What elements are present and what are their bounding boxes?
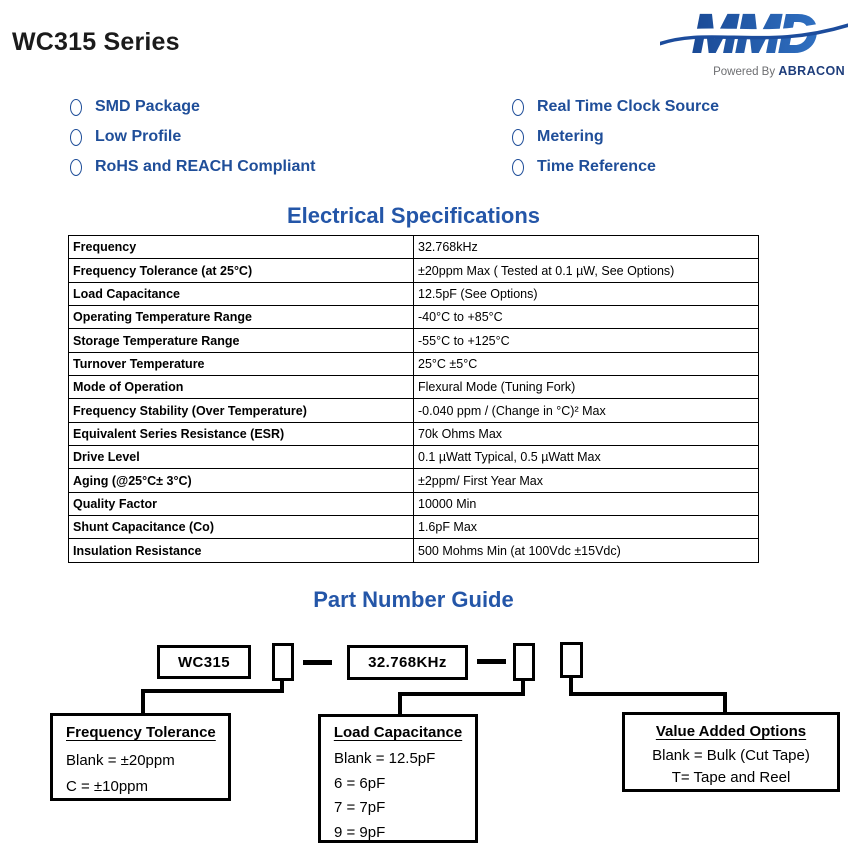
callout-title: Frequency Tolerance bbox=[66, 724, 216, 741]
spec-value: -40°C to +85°C bbox=[414, 306, 759, 329]
connector-line bbox=[141, 689, 145, 715]
feature-label: Metering bbox=[537, 128, 604, 145]
mmd-logo bbox=[660, 6, 848, 62]
feature-label: Time Reference bbox=[537, 158, 656, 175]
electrical-specs-table bbox=[68, 235, 759, 563]
spec-row bbox=[69, 539, 759, 562]
svg-text:MMD: MMD bbox=[692, 6, 816, 62]
part-number-guide-heading: Part Number Guide bbox=[313, 587, 514, 612]
spec-parameter: Frequency Tolerance (at 25°C) bbox=[69, 259, 414, 282]
feature-label: RoHS and REACH Compliant bbox=[95, 158, 316, 175]
spec-value: -0.040 ppm / (Change in °C)² Max bbox=[414, 399, 759, 422]
pn-dash-separator bbox=[477, 659, 506, 664]
oval-bullet-icon bbox=[512, 159, 524, 176]
callout-option: Blank = Bulk (Cut Tape) bbox=[652, 747, 810, 764]
feature-label: Real Time Clock Source bbox=[537, 98, 719, 115]
callout-option: 9 = 9pF bbox=[334, 823, 386, 841]
powered-by-text: Powered By bbox=[713, 66, 776, 78]
spec-value: 10000 Min bbox=[414, 492, 759, 515]
spec-row bbox=[69, 516, 759, 539]
frequency-tolerance-callout bbox=[50, 713, 231, 801]
oval-bullet-icon bbox=[70, 99, 82, 116]
spec-row bbox=[69, 492, 759, 515]
spec-parameter: Insulation Resistance bbox=[69, 539, 414, 562]
spec-value: ±20ppm Max ( Tested at 0.1 µW, See Options) bbox=[414, 259, 759, 282]
oval-bullet-icon bbox=[70, 129, 82, 146]
feature-item bbox=[70, 152, 315, 182]
feature-item bbox=[70, 122, 315, 152]
spec-row bbox=[69, 329, 759, 352]
callout-option: C = ±10ppm bbox=[66, 778, 149, 795]
spec-value: 32.768kHz bbox=[414, 236, 759, 259]
feature-item bbox=[512, 152, 719, 182]
feature-label: SMD Package bbox=[95, 98, 200, 115]
pn-tolerance-blank-box bbox=[272, 643, 294, 681]
spec-row bbox=[69, 399, 759, 422]
spec-value: Flexural Mode (Tuning Fork) bbox=[414, 376, 759, 399]
spec-parameter: Mode of Operation bbox=[69, 376, 414, 399]
spec-parameter: Frequency Stability (Over Temperature) bbox=[69, 399, 414, 422]
feature-list-right bbox=[512, 92, 719, 182]
spec-parameter: Operating Temperature Range bbox=[69, 306, 414, 329]
feature-list-left bbox=[70, 92, 315, 182]
pn-frequency-box: 32.768KHz bbox=[347, 645, 468, 680]
spec-parameter: Equivalent Series Resistance (ESR) bbox=[69, 422, 414, 445]
callout-options bbox=[66, 748, 228, 800]
spec-value: 70k Ohms Max bbox=[414, 422, 759, 445]
spec-row bbox=[69, 422, 759, 445]
spec-row bbox=[69, 446, 759, 469]
spec-parameter: Drive Level bbox=[69, 446, 414, 469]
spec-value: 1.6pF Max bbox=[414, 516, 759, 539]
feature-item bbox=[512, 122, 719, 152]
callout-options bbox=[321, 747, 475, 845]
callout-title: Load Capacitance bbox=[333, 724, 463, 741]
feature-item bbox=[512, 92, 719, 122]
spec-parameter: Load Capacitance bbox=[69, 282, 414, 305]
oval-bullet-icon bbox=[70, 159, 82, 176]
spec-row bbox=[69, 469, 759, 492]
spec-row bbox=[69, 282, 759, 305]
callout-title: Value Added Options bbox=[655, 723, 807, 740]
spec-parameter: Aging (@25°C± 3°C) bbox=[69, 469, 414, 492]
pn-dash-separator bbox=[303, 660, 332, 665]
spec-value: -55°C to +125°C bbox=[414, 329, 759, 352]
pn-load-capacitance-blank-box bbox=[513, 643, 535, 681]
load-capacitance-callout bbox=[318, 714, 478, 843]
spec-parameter: Frequency bbox=[69, 236, 414, 259]
connector-line bbox=[569, 692, 727, 696]
callout-option: Blank = ±20ppm bbox=[66, 752, 175, 769]
spec-parameter: Shunt Capacitance (Co) bbox=[69, 516, 414, 539]
pn-options-blank-box bbox=[560, 642, 583, 678]
connector-line bbox=[398, 692, 402, 716]
electrical-specs-heading: Electrical Specifications bbox=[286, 203, 541, 228]
abracon-brand: ABRACON bbox=[778, 64, 845, 78]
page-title: WC315 Series bbox=[12, 28, 180, 56]
spec-row bbox=[69, 306, 759, 329]
powered-by-line bbox=[620, 64, 845, 78]
callout-option: 6 = 6pF bbox=[334, 774, 386, 792]
feature-item bbox=[70, 92, 315, 122]
spec-table-body bbox=[69, 236, 759, 563]
spec-row bbox=[69, 259, 759, 282]
spec-value: 0.1 µWatt Typical, 0.5 µWatt Max bbox=[414, 446, 759, 469]
connector-line bbox=[398, 692, 525, 696]
callout-option: Blank = 12.5pF bbox=[334, 750, 436, 767]
feature-label: Low Profile bbox=[95, 128, 182, 145]
spec-row bbox=[69, 352, 759, 375]
spec-parameter: Storage Temperature Range bbox=[69, 329, 414, 352]
spec-value: 12.5pF (See Options) bbox=[414, 282, 759, 305]
callout-option: 7 = 7pF bbox=[334, 799, 386, 816]
spec-parameter: Turnover Temperature bbox=[69, 352, 414, 375]
callout-options bbox=[625, 745, 837, 789]
pn-series-box: WC315 bbox=[157, 645, 251, 679]
spec-value: 25°C ±5°C bbox=[414, 352, 759, 375]
spec-value: ±2ppm/ First Year Max bbox=[414, 469, 759, 492]
connector-line bbox=[141, 689, 284, 693]
callout-option: T= Tape and Reel bbox=[671, 769, 791, 786]
spec-row bbox=[69, 236, 759, 259]
spec-parameter: Quality Factor bbox=[69, 492, 414, 515]
value-added-options-callout bbox=[622, 712, 840, 792]
oval-bullet-icon bbox=[512, 99, 524, 116]
connector-line bbox=[723, 692, 727, 714]
spec-value: 500 Mohms Min (at 100Vdc ±15Vdc) bbox=[414, 539, 759, 562]
oval-bullet-icon bbox=[512, 129, 524, 146]
spec-row bbox=[69, 376, 759, 399]
mmd-logo-icon bbox=[660, 6, 848, 62]
